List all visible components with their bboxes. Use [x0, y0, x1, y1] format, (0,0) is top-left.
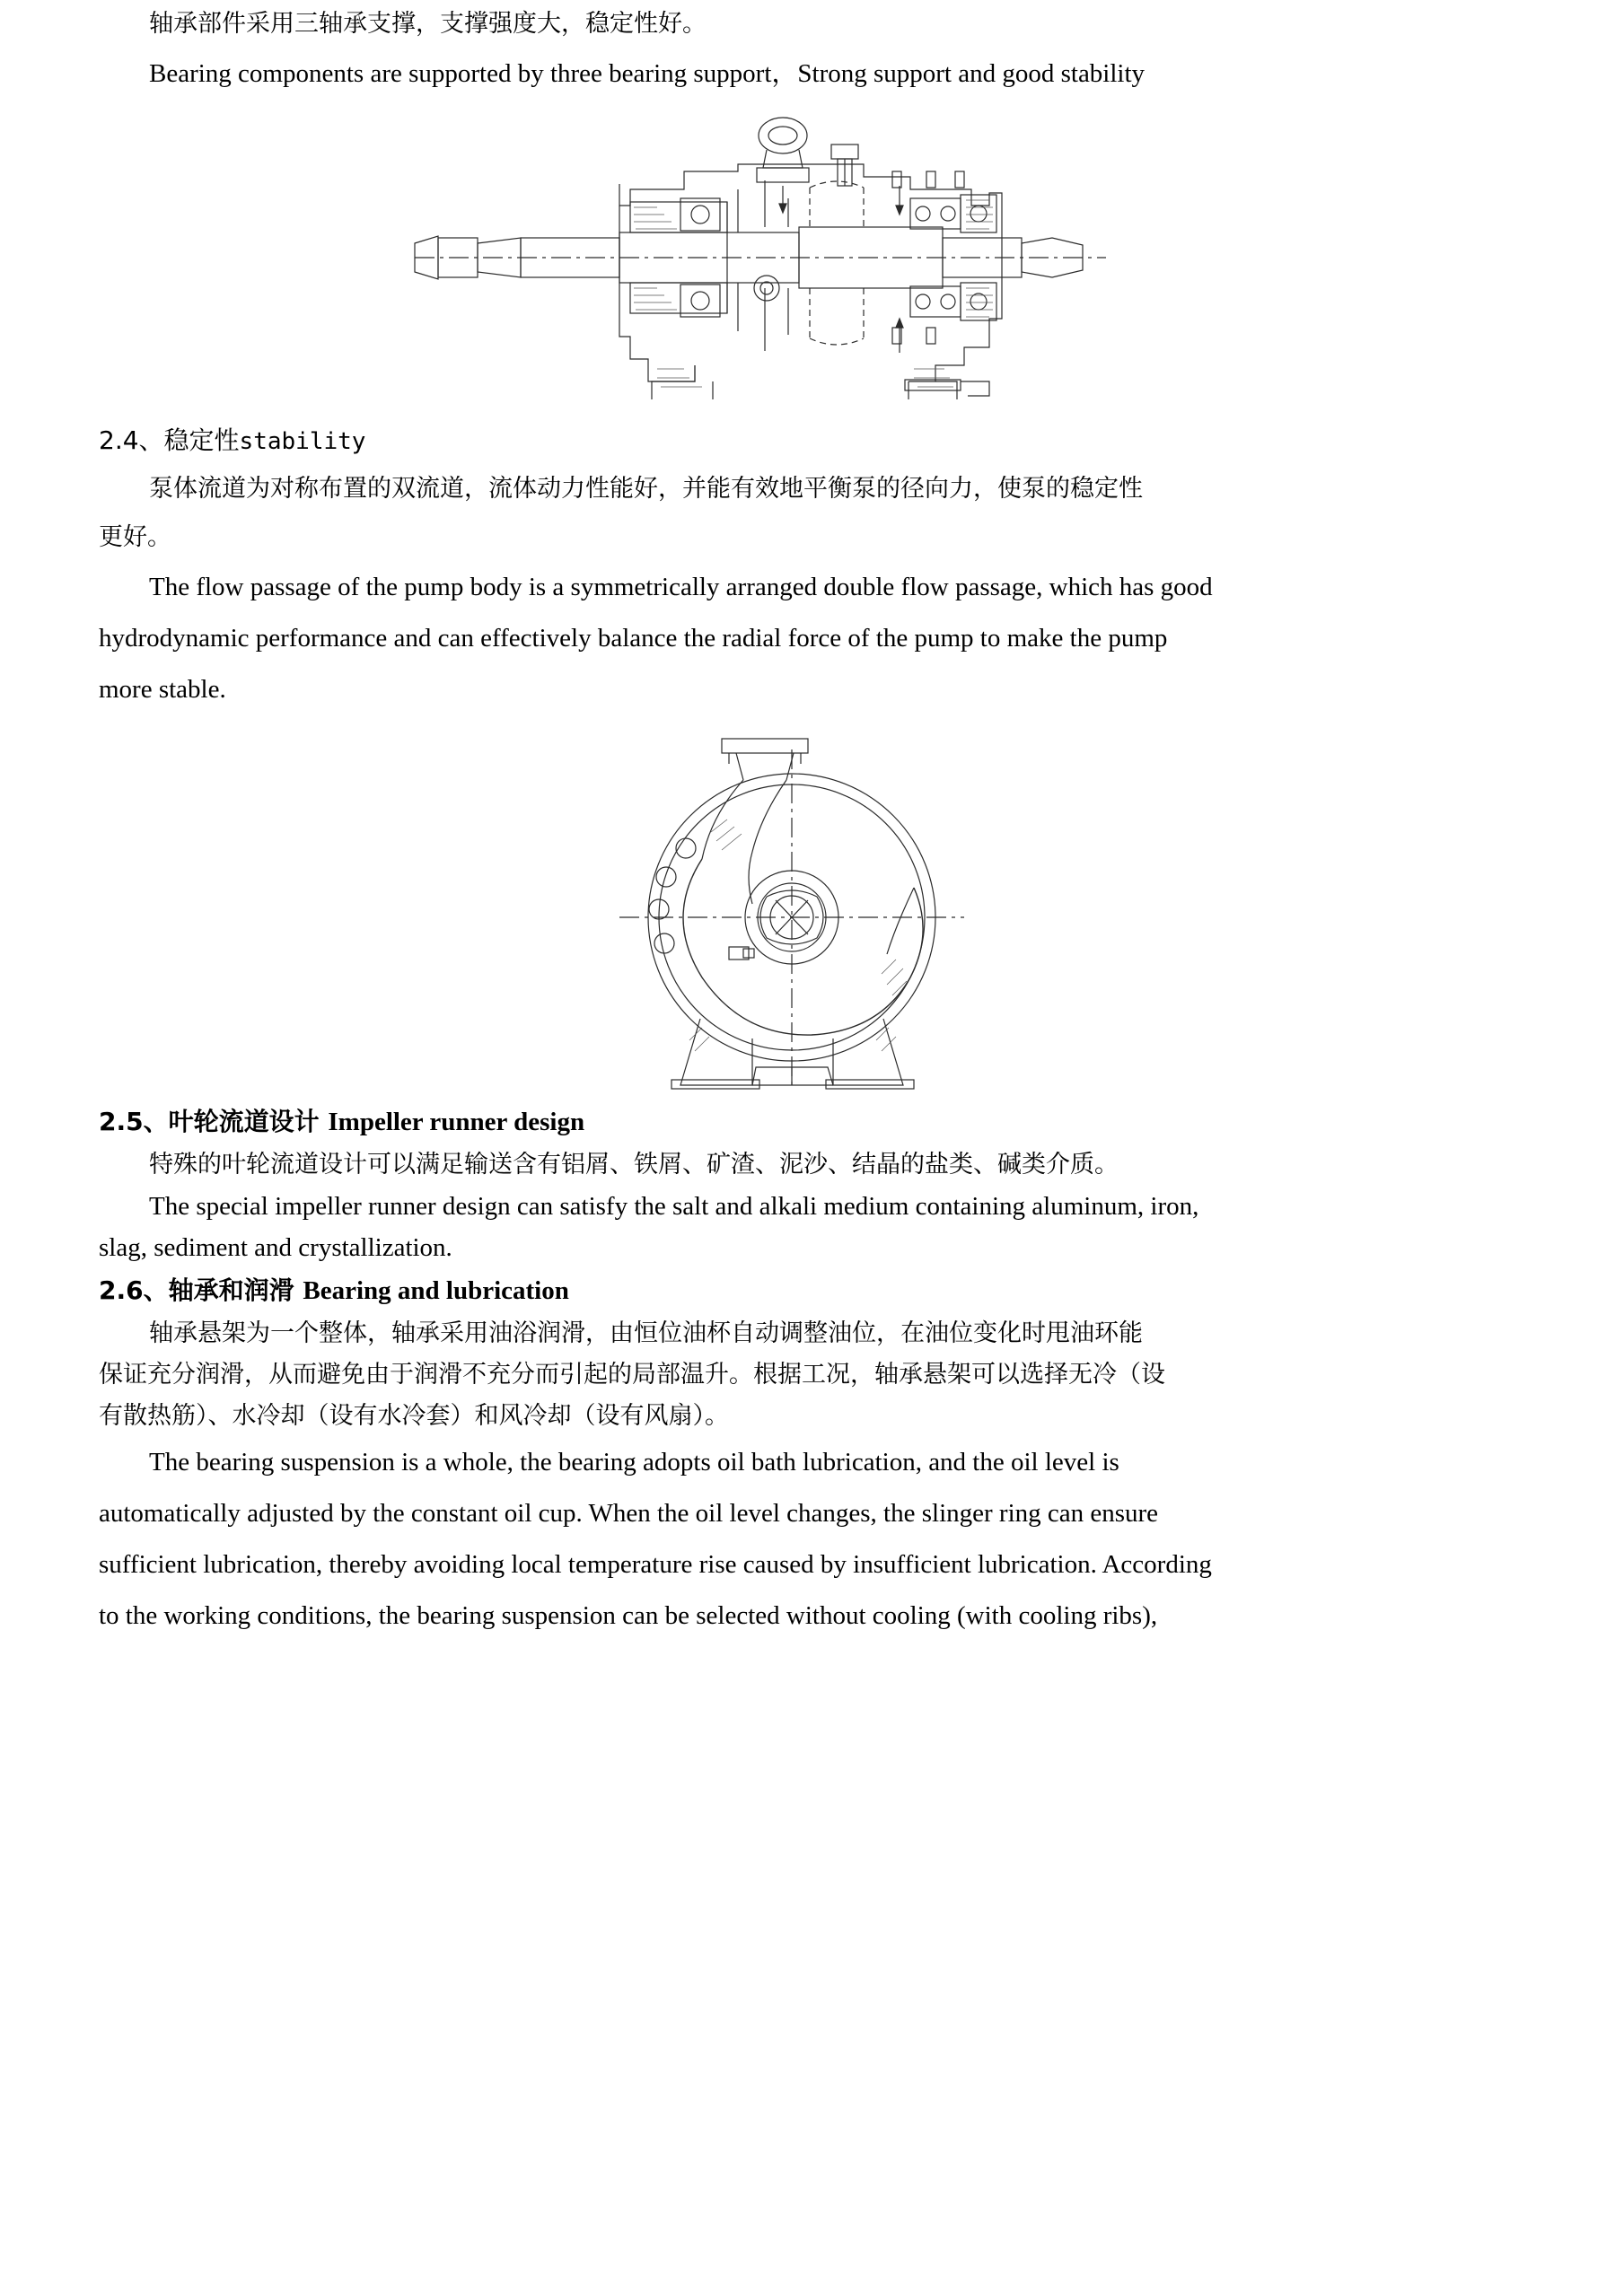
- section-2-6-title-en: Bearing and lubrication: [303, 1276, 569, 1305]
- bearing-assembly-cross-section-drawing: [361, 112, 1259, 399]
- paragraph-2-6-en-line3: sufficient lubrication, thereby avoiding local temperature rise caused by insufficient lubrication. According: [99, 1550, 1212, 1579]
- paragraph-2-4-en-line2: hydrodynamic performance and can effectively balance the radial force of the pump to make the pump: [99, 624, 1168, 653]
- section-2-4-number: 2.4、: [99, 425, 164, 455]
- section-2-4-title-en: stability: [239, 428, 366, 455]
- section-2-6-title-cn: 轴承和润滑: [168, 1275, 294, 1305]
- figure-bearing-assembly: [99, 112, 1521, 399]
- paragraph-2-5-cn: 特殊的叶轮流道设计可以满足输送含有铝屑、铁屑、矿渣、泥沙、结晶的盐类、碱类介质。: [149, 1151, 1119, 1179]
- figure-pump-casing: [99, 733, 1521, 1092]
- section-2-5-title-cn: 叶轮流道设计: [168, 1107, 320, 1136]
- paragraph-2-4-cn-line1: 泵体流道为对称布置的双流道，流体动力性能好，并能有效地平衡泵的径向力，使泵的稳定性: [149, 475, 1143, 503]
- paragraph-2-4-en-line1: The flow passage of the pump body is a symmetrically arranged double flow passage, which has good: [149, 573, 1213, 601]
- section-2-5-number: 2.5、: [99, 1107, 169, 1136]
- paragraph-2-4-cn-line2: 更好。: [99, 523, 171, 551]
- paragraph-bearing-cn: 轴承部件采用三轴承支撑，支撑强度大，稳定性好。: [149, 10, 707, 38]
- section-2-6-heading: [99, 1268, 1521, 1313]
- paragraph-2-4-en-line3: more stable.: [99, 675, 226, 704]
- section-2-4-title-cn: 稳定性: [163, 425, 240, 455]
- pump-casing-cross-section-drawing: [576, 733, 1043, 1092]
- paragraph-bearing-en: Bearing components are supported by three bearing support，Strong support and good stability: [149, 59, 1146, 88]
- paragraph-2-6-cn-line3: 有散热筋）、水冷却（设有水冷套）和风冷却（设有风扇）。: [99, 1402, 729, 1430]
- section-2-4-heading: [99, 417, 1521, 465]
- paragraph-2-6-en-line2: automatically adjusted by the constant oil cup. When the oil level changes, the slinger ring can ensure: [99, 1499, 1159, 1528]
- paragraph-2-5-en-line1: The special impeller runner design can satisfy the salt and alkali medium containing aluminum, iron,: [149, 1192, 1199, 1221]
- section-2-5-title-en: Impeller runner design: [328, 1108, 585, 1136]
- paragraph-2-6-cn-line2: 保证充分润滑，从而避免由于润滑不充分而引起的局部温升。根据工况，轴承悬架可以选择无冷（设: [99, 1361, 1165, 1389]
- paragraph-2-6-en-line1: The bearing suspension is a whole, the bearing adopts oil bath lubrication, and the oil level is: [149, 1448, 1119, 1477]
- paragraph-2-6-en-line4: to the working conditions, the bearing suspension can be selected without cooling (with cooling ribs),: [99, 1601, 1158, 1630]
- paragraph-2-6-cn-line1: 轴承悬架为一个整体，轴承采用油浴润滑，由恒位油杯自动调整油位，在油位变化时甩油环能: [149, 1319, 1143, 1347]
- section-2-5-heading: [99, 1100, 1521, 1144]
- paragraph-2-5-en-line2: slag, sediment and crystallization.: [99, 1233, 452, 1262]
- section-2-6-number: 2.6、: [99, 1275, 169, 1305]
